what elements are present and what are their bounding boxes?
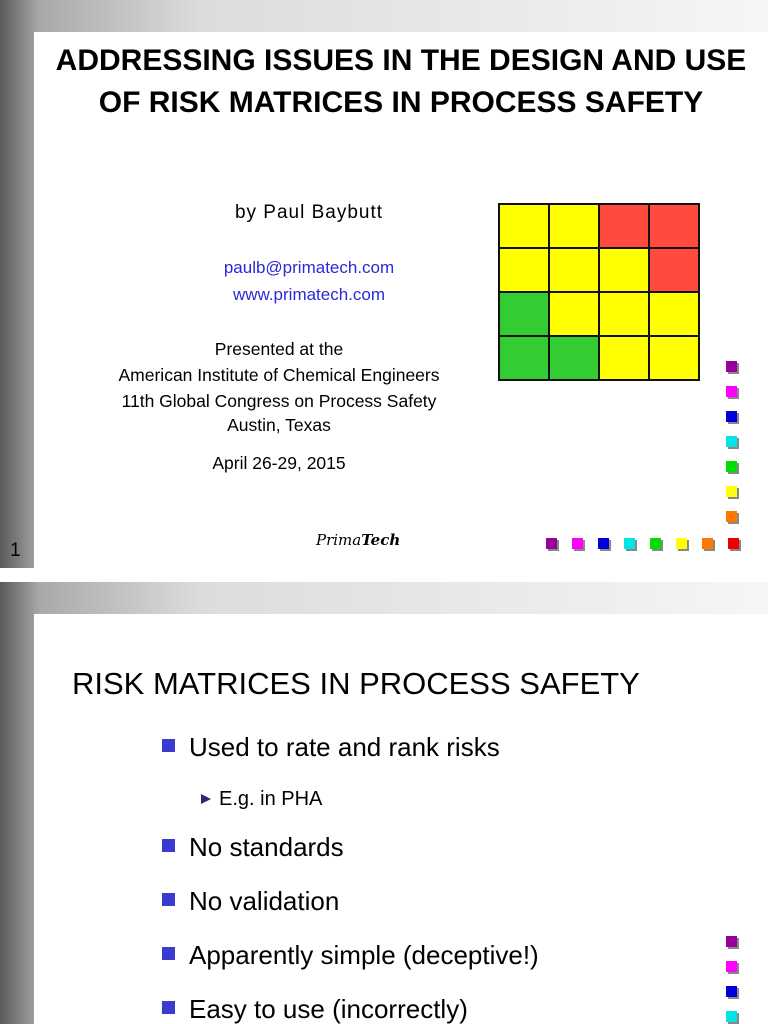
bullet-item: No standards — [162, 832, 344, 863]
page-number: 1 — [10, 540, 21, 561]
primatech-logo — [316, 531, 400, 549]
decor-square — [726, 361, 737, 372]
decor-square — [726, 511, 737, 522]
risk-matrix-cell — [550, 249, 598, 291]
bullet-item: Apparently simple (deceptive!) — [162, 940, 539, 971]
risk-matrix-cell — [550, 293, 598, 335]
decor-square — [726, 386, 737, 397]
decor-square — [676, 538, 687, 549]
risk-matrix-cell — [650, 337, 698, 379]
bullet-square-icon — [162, 1001, 175, 1014]
risk-matrix-cell — [650, 293, 698, 335]
presented-line-2: American Institute of Chemical Engineers — [118, 365, 440, 385]
presented-line-1: Presented at the — [214, 339, 344, 359]
logo-prefix: Prima — [316, 531, 362, 549]
slide-1-title: ADDRESSING ISSUES IN THE DESIGN AND USE OF RISK MATRICES IN PROCESS SAFETY — [55, 44, 747, 119]
risk-matrix-cell — [500, 205, 548, 247]
bullet-square-icon — [162, 839, 175, 852]
bullet-square-icon — [162, 947, 175, 960]
presentation-date: April 26-29, 2015 — [212, 453, 346, 473]
decor-square — [726, 436, 737, 447]
risk-matrix-cell — [500, 293, 548, 335]
decor-square — [650, 538, 661, 549]
bullet-item: No validation — [162, 886, 339, 917]
risk-matrix-cell — [550, 337, 598, 379]
company-website[interactable]: www.primatech.com — [232, 285, 386, 304]
decor-square — [726, 411, 737, 422]
bullet-item: Used to rate and rank risks — [162, 732, 500, 763]
decor-square — [726, 486, 737, 497]
logo-suffix: Tech — [361, 531, 401, 549]
author-byline: by Paul Baybutt — [234, 202, 384, 223]
risk-matrix-cell — [500, 249, 548, 291]
bullet-square-icon — [162, 739, 175, 752]
risk-matrix-cell — [600, 205, 648, 247]
bullet-item: Easy to use (incorrectly) — [162, 994, 468, 1024]
decor-square — [726, 936, 737, 947]
bullet-square-icon — [162, 893, 175, 906]
decor-square — [702, 538, 713, 549]
risk-matrix-cell — [650, 205, 698, 247]
presented-line-4: Austin, Texas — [227, 415, 331, 435]
risk-matrix-cell — [500, 337, 548, 379]
decor-square — [598, 538, 609, 549]
slide-2-panel — [34, 614, 768, 1024]
arrow-bullet-icon — [201, 794, 211, 804]
slide-2 — [0, 582, 768, 1024]
presented-line-3: 11th Global Congress on Process Safety — [121, 391, 437, 411]
author-email[interactable]: paulb@primatech.com — [223, 258, 395, 277]
risk-matrix-cell — [650, 249, 698, 291]
sub-bullet-item: E.g. in PHA — [201, 788, 322, 811]
risk-matrix-cell — [550, 205, 598, 247]
decor-square — [572, 538, 583, 549]
decor-square — [726, 961, 737, 972]
decor-square — [624, 538, 635, 549]
decor-square — [726, 1011, 737, 1022]
decor-square — [728, 538, 739, 549]
decor-square — [726, 461, 737, 472]
slide-2-title: RISK MATRICES IN PROCESS SAFETY — [72, 666, 640, 701]
risk-matrix-cell — [600, 249, 648, 291]
decor-square — [546, 538, 557, 549]
slide-1-panel — [34, 32, 768, 568]
risk-matrix-graphic — [498, 203, 700, 381]
risk-matrix-cell — [600, 293, 648, 335]
risk-matrix-cell — [600, 337, 648, 379]
decor-square — [726, 986, 737, 997]
